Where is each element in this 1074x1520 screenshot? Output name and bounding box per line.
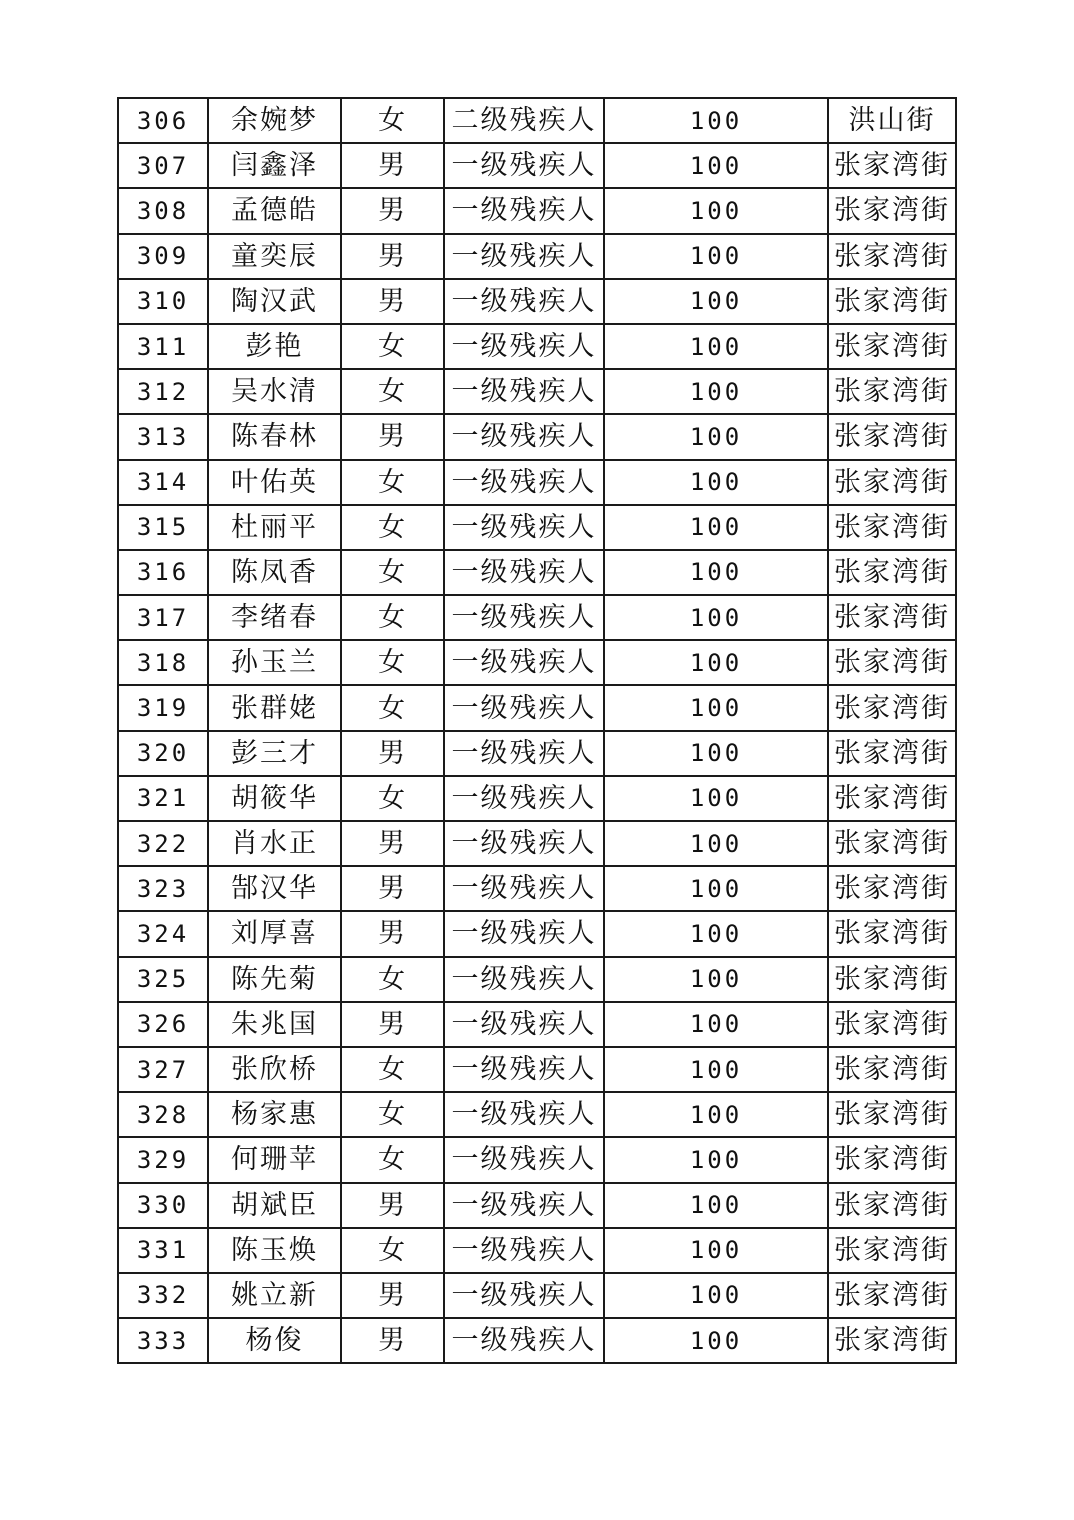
disability-grade-cell: 一级残疾人 [444,369,604,414]
table-row [118,1228,956,1273]
amount-cell: 100 [604,595,828,640]
table-row [118,1318,956,1363]
table-body [118,98,956,1363]
street-cell: 张家湾街 [828,1228,956,1273]
street-cell: 张家湾街 [828,1092,956,1137]
name-cell: 刘厚喜 [208,911,341,956]
amount-cell: 100 [604,234,828,279]
street-cell: 张家湾街 [828,143,956,188]
amount-cell: 100 [604,911,828,956]
amount-cell: 100 [604,414,828,459]
gender-cell: 男 [341,188,444,233]
gender-cell: 男 [341,279,444,324]
disability-grade-cell: 一级残疾人 [444,279,604,324]
amount-cell: 100 [604,1273,828,1318]
amount-cell: 100 [604,1137,828,1182]
street-cell: 张家湾街 [828,505,956,550]
name-cell: 彭三才 [208,731,341,776]
street-cell: 张家湾街 [828,1183,956,1228]
gender-cell: 女 [341,505,444,550]
table-row [118,324,956,369]
row-number-cell: 324 [118,911,208,956]
table-row [118,279,956,324]
gender-cell: 女 [341,1137,444,1182]
name-cell: 胡筱华 [208,776,341,821]
name-cell: 孟德皓 [208,188,341,233]
gender-cell: 女 [341,460,444,505]
street-cell: 张家湾街 [828,460,956,505]
name-cell: 童奕辰 [208,234,341,279]
table-row [118,1092,956,1137]
table-row [118,911,956,956]
street-cell: 张家湾街 [828,1137,956,1182]
name-cell: 孙玉兰 [208,640,341,685]
row-number-cell: 308 [118,188,208,233]
gender-cell: 男 [341,821,444,866]
disability-grade-cell: 一级残疾人 [444,234,604,279]
table-row [118,460,956,505]
disability-grade-cell: 一级残疾人 [444,911,604,956]
table-row [118,188,956,233]
name-cell: 陶汉武 [208,279,341,324]
amount-cell: 100 [604,279,828,324]
disability-grade-cell: 一级残疾人 [444,776,604,821]
amount-cell: 100 [604,1318,828,1363]
street-cell: 张家湾街 [828,1318,956,1363]
row-number-cell: 330 [118,1183,208,1228]
gender-cell: 男 [341,1318,444,1363]
gender-cell: 女 [341,550,444,595]
row-number-cell: 326 [118,1002,208,1047]
street-cell: 张家湾街 [828,1002,956,1047]
disability-grade-cell: 一级残疾人 [444,640,604,685]
table-row [118,821,956,866]
gender-cell: 男 [341,234,444,279]
gender-cell: 男 [341,1183,444,1228]
disability-grade-cell: 一级残疾人 [444,731,604,776]
row-number-cell: 320 [118,731,208,776]
disability-grade-cell: 一级残疾人 [444,866,604,911]
street-cell: 张家湾街 [828,1273,956,1318]
disability-grade-cell: 一级残疾人 [444,595,604,640]
name-cell: 余婉梦 [208,98,341,143]
disability-grade-cell: 一级残疾人 [444,550,604,595]
name-cell: 胡斌臣 [208,1183,341,1228]
gender-cell: 男 [341,911,444,956]
street-cell: 张家湾街 [828,640,956,685]
table-row [118,234,956,279]
allowance-table [117,97,957,1364]
name-cell: 陈玉焕 [208,1228,341,1273]
row-number-cell: 327 [118,1047,208,1092]
disability-grade-cell: 一级残疾人 [444,821,604,866]
table-row [118,957,956,1002]
row-number-cell: 328 [118,1092,208,1137]
street-cell: 张家湾街 [828,279,956,324]
amount-cell: 100 [604,369,828,414]
street-cell: 张家湾街 [828,234,956,279]
table-row [118,505,956,550]
table-row [118,866,956,911]
disability-grade-cell: 一级残疾人 [444,324,604,369]
disability-grade-cell: 一级残疾人 [444,1137,604,1182]
street-cell: 张家湾街 [828,595,956,640]
name-cell: 杨俊 [208,1318,341,1363]
name-cell: 李绪春 [208,595,341,640]
row-number-cell: 332 [118,1273,208,1318]
row-number-cell: 312 [118,369,208,414]
disability-grade-cell: 一级残疾人 [444,1228,604,1273]
table-row [118,640,956,685]
street-cell: 张家湾街 [828,369,956,414]
name-cell: 郜汉华 [208,866,341,911]
disability-grade-cell: 一级残疾人 [444,685,604,730]
gender-cell: 男 [341,1002,444,1047]
amount-cell: 100 [604,1092,828,1137]
street-cell: 张家湾街 [828,414,956,459]
name-cell: 陈凤香 [208,550,341,595]
street-cell: 洪山街 [828,98,956,143]
disability-grade-cell: 一级残疾人 [444,1183,604,1228]
disability-grade-cell: 一级残疾人 [444,1092,604,1137]
name-cell: 张欣桥 [208,1047,341,1092]
row-number-cell: 318 [118,640,208,685]
street-cell: 张家湾街 [828,731,956,776]
street-cell: 张家湾街 [828,1047,956,1092]
disability-grade-cell: 一级残疾人 [444,188,604,233]
street-cell: 张家湾街 [828,911,956,956]
row-number-cell: 306 [118,98,208,143]
name-cell: 闫鑫泽 [208,143,341,188]
amount-cell: 100 [604,1002,828,1047]
table-row [118,776,956,821]
amount-cell: 100 [604,821,828,866]
row-number-cell: 325 [118,957,208,1002]
amount-cell: 100 [604,188,828,233]
row-number-cell: 309 [118,234,208,279]
gender-cell: 女 [341,324,444,369]
disability-grade-cell: 二级残疾人 [444,98,604,143]
amount-cell: 100 [604,731,828,776]
gender-cell: 男 [341,143,444,188]
name-cell: 朱兆国 [208,1002,341,1047]
table-row [118,143,956,188]
disability-grade-cell: 一级残疾人 [444,1318,604,1363]
row-number-cell: 322 [118,821,208,866]
gender-cell: 女 [341,640,444,685]
name-cell: 吴水清 [208,369,341,414]
disability-grade-cell: 一级残疾人 [444,1047,604,1092]
name-cell: 何珊苹 [208,1137,341,1182]
disability-grade-cell: 一级残疾人 [444,957,604,1002]
row-number-cell: 314 [118,460,208,505]
name-cell: 肖水正 [208,821,341,866]
street-cell: 张家湾街 [828,866,956,911]
gender-cell: 女 [341,595,444,640]
gender-cell: 女 [341,98,444,143]
street-cell: 张家湾街 [828,957,956,1002]
name-cell: 杜丽平 [208,505,341,550]
name-cell: 姚立新 [208,1273,341,1318]
row-number-cell: 310 [118,279,208,324]
amount-cell: 100 [604,776,828,821]
gender-cell: 女 [341,1228,444,1273]
amount-cell: 100 [604,640,828,685]
table-row [118,685,956,730]
gender-cell: 女 [341,776,444,821]
row-number-cell: 315 [118,505,208,550]
amount-cell: 100 [604,143,828,188]
street-cell: 张家湾街 [828,188,956,233]
row-number-cell: 319 [118,685,208,730]
name-cell: 杨家惠 [208,1092,341,1137]
name-cell: 张群姥 [208,685,341,730]
gender-cell: 男 [341,1273,444,1318]
street-cell: 张家湾街 [828,324,956,369]
name-cell: 彭艳 [208,324,341,369]
street-cell: 张家湾街 [828,821,956,866]
table-row [118,731,956,776]
amount-cell: 100 [604,550,828,595]
name-cell: 陈春林 [208,414,341,459]
gender-cell: 女 [341,957,444,1002]
gender-cell: 女 [341,1092,444,1137]
amount-cell: 100 [604,1047,828,1092]
amount-cell: 100 [604,1183,828,1228]
amount-cell: 100 [604,685,828,730]
table-row [118,414,956,459]
row-number-cell: 321 [118,776,208,821]
table-row [118,595,956,640]
gender-cell: 女 [341,369,444,414]
amount-cell: 100 [604,460,828,505]
row-number-cell: 317 [118,595,208,640]
row-number-cell: 329 [118,1137,208,1182]
street-cell: 张家湾街 [828,685,956,730]
disability-grade-cell: 一级残疾人 [444,414,604,459]
row-number-cell: 313 [118,414,208,459]
amount-cell: 100 [604,98,828,143]
disability-grade-cell: 一级残疾人 [444,460,604,505]
table-row [118,1047,956,1092]
disability-grade-cell: 一级残疾人 [444,505,604,550]
gender-cell: 男 [341,414,444,459]
gender-cell: 女 [341,1047,444,1092]
row-number-cell: 333 [118,1318,208,1363]
gender-cell: 男 [341,731,444,776]
amount-cell: 100 [604,505,828,550]
street-cell: 张家湾街 [828,776,956,821]
gender-cell: 女 [341,685,444,730]
gender-cell: 男 [341,866,444,911]
table-row [118,369,956,414]
name-cell: 叶佑英 [208,460,341,505]
amount-cell: 100 [604,1228,828,1273]
table-row [118,550,956,595]
amount-cell: 100 [604,866,828,911]
table-row [118,98,956,143]
disability-grade-cell: 一级残疾人 [444,1273,604,1318]
row-number-cell: 311 [118,324,208,369]
table-row [118,1137,956,1182]
row-number-cell: 331 [118,1228,208,1273]
table-row [118,1183,956,1228]
row-number-cell: 316 [118,550,208,595]
street-cell: 张家湾街 [828,550,956,595]
disability-grade-cell: 一级残疾人 [444,1002,604,1047]
amount-cell: 100 [604,957,828,1002]
row-number-cell: 323 [118,866,208,911]
table-row [118,1273,956,1318]
row-number-cell: 307 [118,143,208,188]
name-cell: 陈先菊 [208,957,341,1002]
table-row [118,1002,956,1047]
amount-cell: 100 [604,324,828,369]
disability-grade-cell: 一级残疾人 [444,143,604,188]
